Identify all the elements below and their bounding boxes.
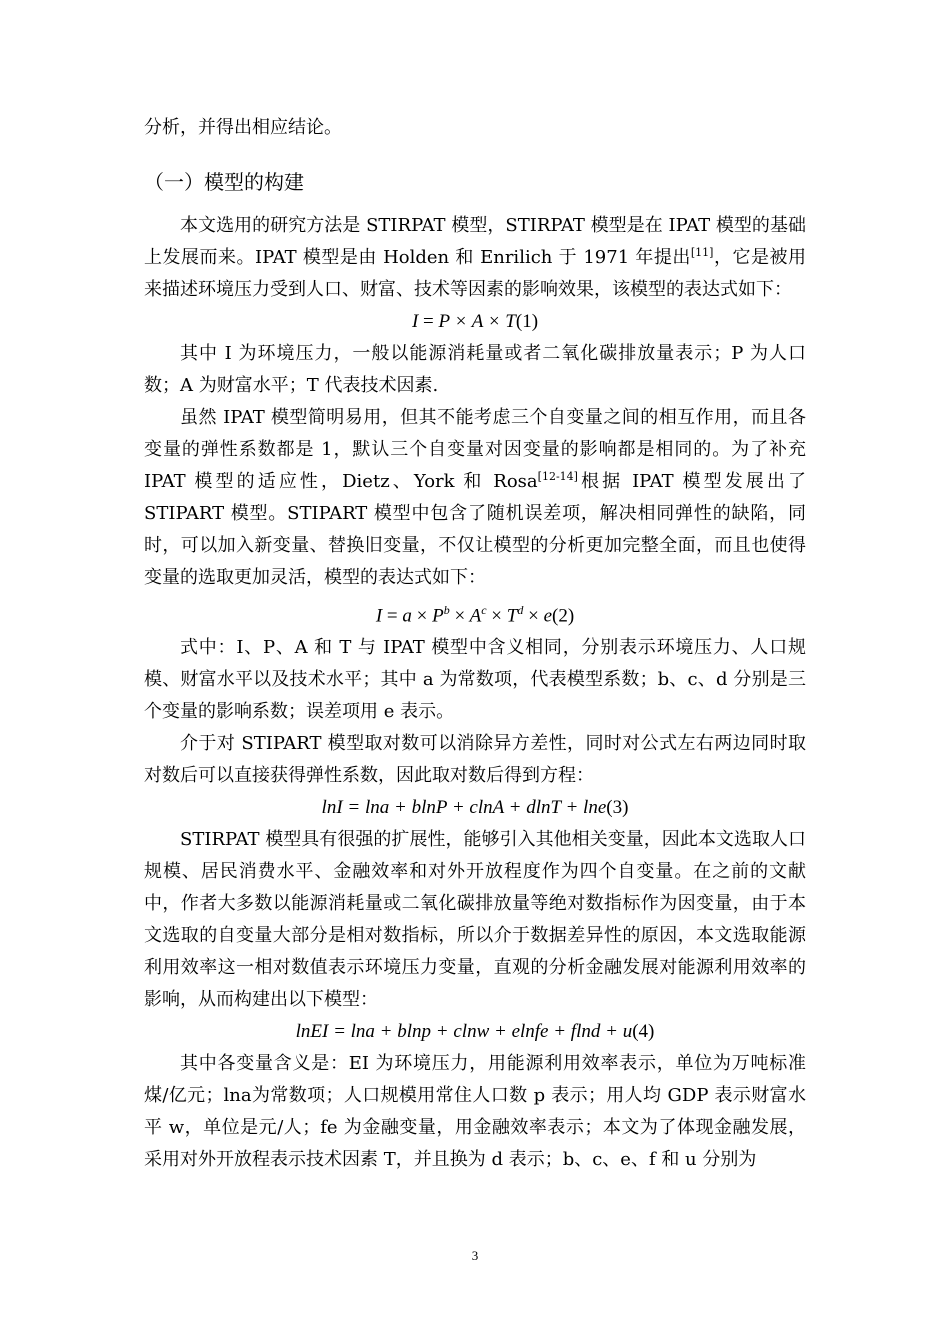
formula-exponent: b [443, 603, 450, 617]
formula-equals: = [386, 605, 398, 627]
formula-rhs: P × A × T [438, 311, 516, 332]
formula-equals: = [423, 311, 434, 332]
formula-1 [144, 306, 806, 338]
section-heading: （一）模型的构建 [144, 170, 304, 194]
paragraph-stipart [144, 402, 806, 594]
formula-expression: lnEI = lna + blnp + clnw + elnfe + flnd + u [295, 1021, 633, 1043]
equation-number: (1) [515, 311, 539, 332]
paragraph-text: ，它是被用来描述环境压力受到人口、财富、技术等因素的影响效果，该模型的表达式如下： [144, 247, 807, 300]
paragraph-text: 根据 IPAT 模型发展出了 STIPART 模型。STIPART 模型中包含了随机误差项，解决相同弹性的缺陷，同时，可以加入新变量、替换旧变量，不仅让模型的分析更加完整全面，而且也使得变量的选取更加灵活，模型的表达式如下： [144, 471, 806, 588]
formula-4 [144, 1016, 806, 1048]
paragraph-stirpat-intro [144, 210, 806, 306]
formula-times: × [454, 605, 466, 627]
paragraph-model-extension: STIRPAT 模型具有很强的扩展性，能够引入其他相关变量，因此本文选取人口规模、居民消费水平、金融效率和对外开放程度作为四个自变量。在之前的文献中，作者大多数以能源消耗量或二氧化碳排放量等绝对数指标作为因变量，由于本文选取的自变量大部分是相对数指标，所以介于数据差异性的原因，本文选取能源利用效率这一相对数值表示环境压力变量，直观的分析金融发展对能源利用效率的影响，从而构建出以下模型： [144, 829, 806, 1011]
formula-exponent: c [481, 603, 487, 617]
formula-term: T [506, 605, 518, 627]
equation-number: (4) [632, 1021, 655, 1043]
body-text [144, 112, 806, 1176]
formula-3 [144, 792, 806, 824]
formula-expression: lnI = lna + blnP + clnA + dlnT + lne [321, 797, 607, 819]
citation: [11] [690, 246, 714, 259]
formula-lhs: I [411, 311, 419, 332]
formula-lhs: I [375, 605, 383, 627]
equation-number: (3) [606, 797, 629, 819]
paragraph-continued: 分析，并得出相应结论。 [144, 117, 342, 138]
paragraph-formula-explanation: 式中：I、P、A 和 T 与 IPAT 模型中含义相同，分别表示环境压力、人口规模、财富水平以及技术水平；其中 a 为常数项，代表模型系数；b、c、d 分别是三个变量的影响系数；误差项用 e 表示。 [144, 637, 806, 723]
equation-number: (2) [552, 605, 575, 627]
formula-term: A [469, 605, 482, 627]
citation: [12-14] [537, 470, 578, 483]
paragraph-log-transform: 介于对 STIPART 模型取对数可以消除异方差性，同时对公式左右两边同时取对数后可以直接获得弹性系数，因此取对数后得到方程： [144, 733, 806, 787]
formula-term: e [543, 605, 552, 627]
formula-term: a [402, 605, 412, 627]
paragraph-text: 虽然 IPAT 模型简明易用，但其不能考虑三个自变量之间的相互作用，而且各变量的弹性系数都是 1，默认三个自变量对因变量的影响都是相同的。为了补充 IPAT 模型的适应性，Dietz、York 和 Rosa [144, 407, 806, 492]
paragraph-text: 本文选用的研究方法是 STIRPAT 模型，STIRPAT 模型是在 IPAT 模型的基础上发展而来。IPAT 模型是由 Holden 和 Enrilich 于 1971 年提出 [144, 215, 806, 268]
formula-term: P [432, 605, 444, 627]
page-number: 3 [471, 1248, 479, 1263]
formula-times: × [528, 605, 539, 627]
formula-times: × [416, 605, 428, 627]
formula-times: × [491, 605, 503, 627]
paragraph-variable-definitions: 其中各变量含义是：EI 为环境压力，用能源利用效率表示，单位为万吨标准煤/亿元；lna为常数项；人口规模用常住人口数 p 表示；用人均 GDP 表示财富水平 w，单位是元/人；fe 为金融变量，用金融效率表示；本文为了体现金融发展，采用对外开放程表示技术因素 T，并且换为 d 表示；b、c、e、f 和 u 分别为 [144, 1053, 806, 1171]
formula-2 [144, 594, 806, 632]
formula-exponent: d [517, 603, 524, 617]
paragraph-ipat-variables: 其中 I 为环境压力，一般以能源消耗量或者二氧化碳排放量表示；P 为人口数；A 为财富水平；T 代表技术因素. [144, 343, 806, 396]
